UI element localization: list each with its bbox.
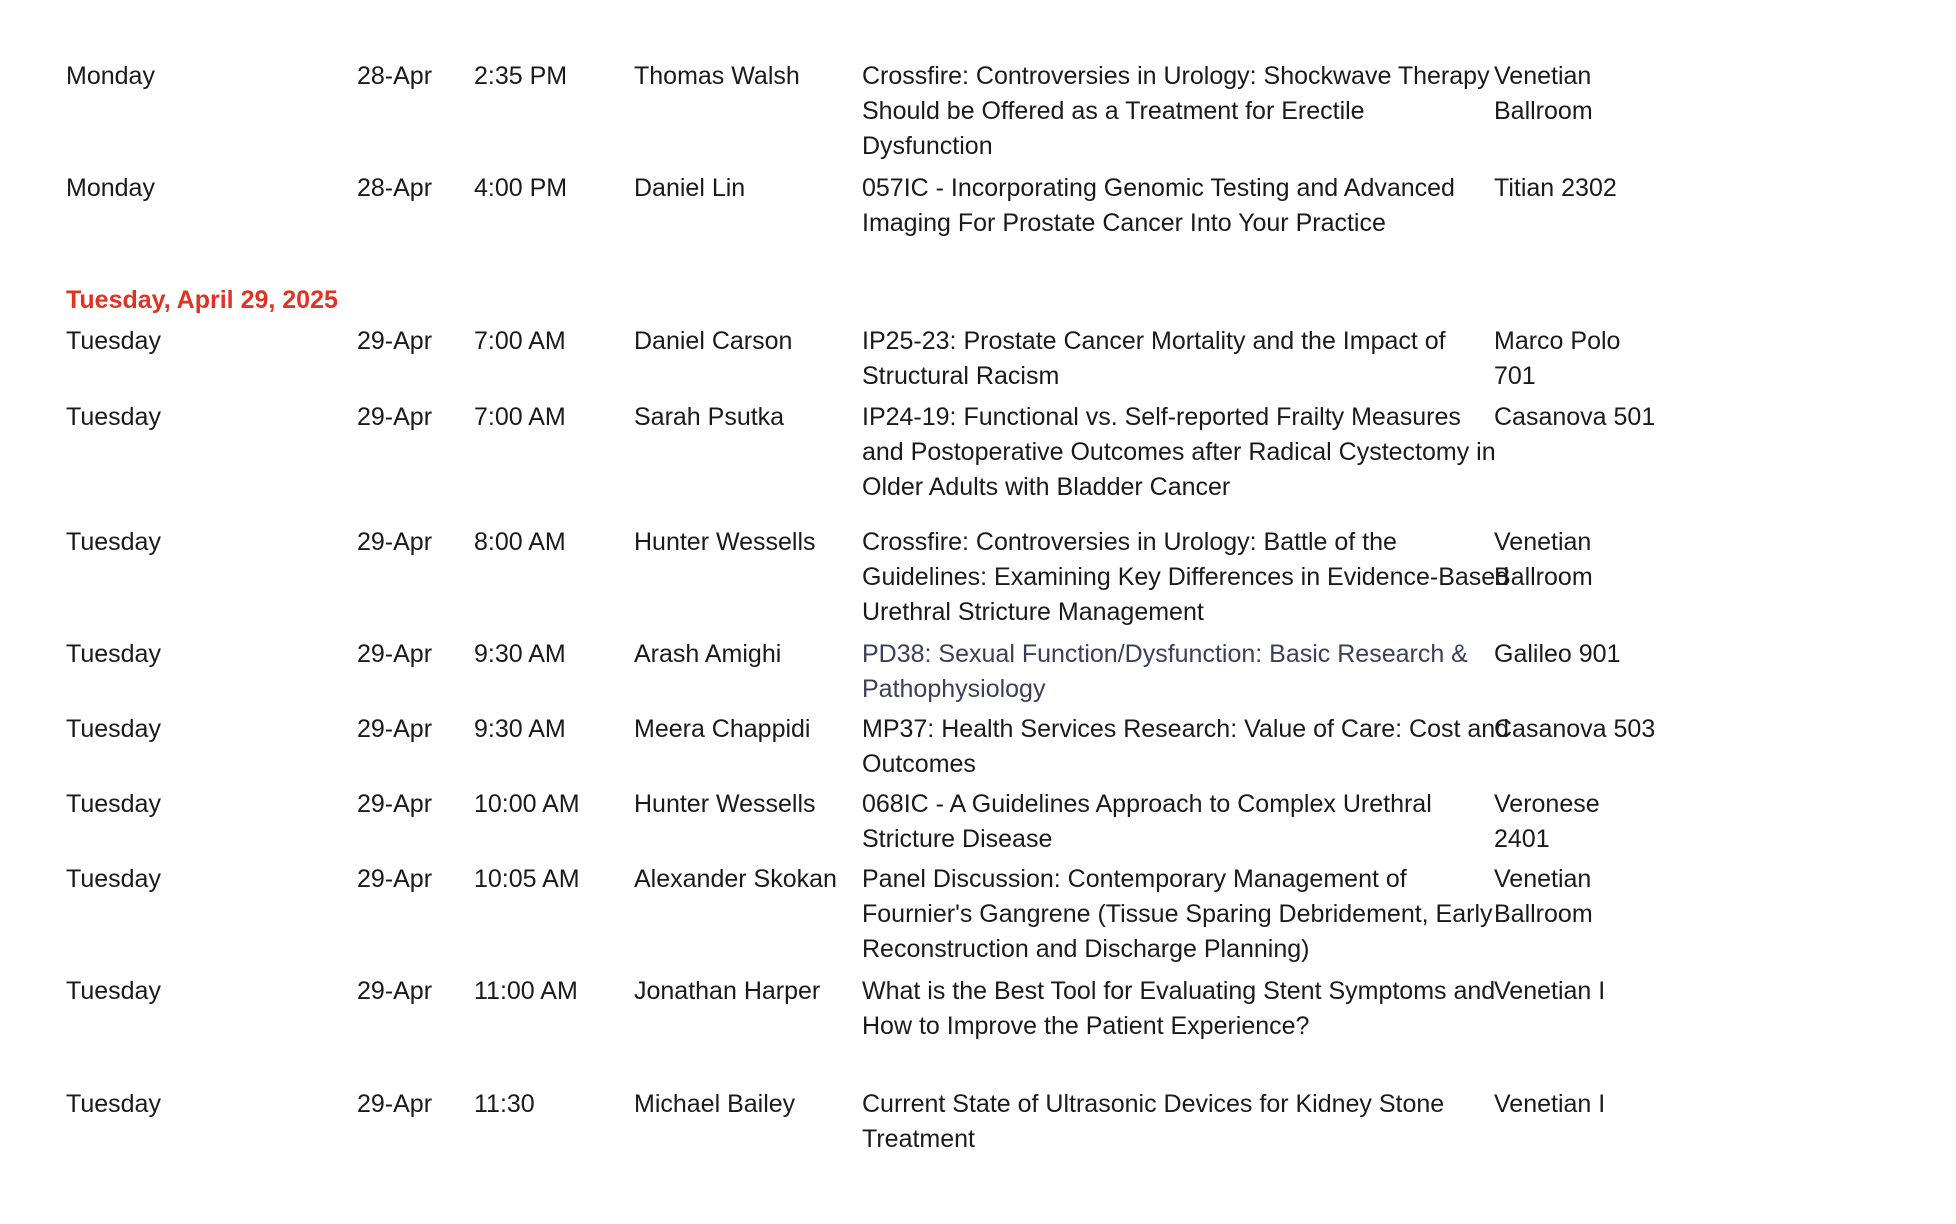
session-title-cell [862,712,1510,782]
time-cell: 9:30 AM [474,640,566,668]
room-line: Venetian [1494,62,1592,90]
session-title-line: 068IC - A Guidelines Approach to Complex Urethral [862,790,1432,818]
speaker-cell: Daniel Lin [634,174,746,202]
session-title-line: 057IC - Incorporating Genomic Testing and Advanced [862,174,1455,202]
session-title-line: Stricture Disease [862,825,1053,853]
room-cell [1494,525,1654,595]
room-line: Venetian [1494,865,1592,893]
session-title-cell [862,525,1510,630]
session-title-line: MP37: Health Services Research: Value of Care: Cost and [862,715,1510,743]
room-cell [1494,59,1654,129]
room-cell [1494,324,1654,394]
time-cell: 10:05 AM [474,865,580,893]
speaker-cell: Meera Chappidi [634,715,811,743]
room-line: Ballroom [1494,97,1593,125]
time-cell: 7:00 AM [474,327,566,355]
session-title-line: How to Improve the Patient Experience? [862,1012,1310,1040]
date-cell: 29-Apr [357,865,433,893]
day-cell: Tuesday [66,790,161,818]
room-line: Casanova 501 [1494,403,1656,431]
room-line: Casanova 503 [1494,715,1656,743]
speaker-cell: Sarah Psutka [634,403,785,431]
session-title-line: Pathophysiology [862,675,1046,703]
date-cell: 29-Apr [357,790,433,818]
session-title-line: Crossfire: Controversies in Urology: Battle of the [862,528,1397,556]
room-line: Venetian I [1494,977,1606,1005]
room-cell [1494,400,1654,435]
session-title-cell [862,324,1498,394]
room-cell [1494,787,1654,857]
day-cell: Monday [66,62,155,90]
session-title-line: Panel Discussion: Contemporary Management of [862,865,1407,893]
session-title-line: and Postoperative Outcomes after Radical Cystectomy in [862,438,1496,466]
session-title-line: Outcomes [862,750,976,778]
date-cell: 29-Apr [357,640,433,668]
room-cell [1494,862,1654,932]
room-cell [1494,974,1654,1009]
session-title-cell [862,171,1498,241]
day-cell: Tuesday [66,327,161,355]
time-cell: 11:30 [474,1090,535,1118]
date-cell: 29-Apr [357,1090,433,1118]
session-title-link[interactable] [862,637,1498,707]
speaker-cell: Daniel Carson [634,327,793,355]
date-cell: 29-Apr [357,403,433,431]
time-cell: 7:00 AM [474,403,566,431]
day-cell: Tuesday [66,977,161,1005]
speaker-cell: Michael Bailey [634,1090,796,1118]
session-title-line: Treatment [862,1125,976,1153]
speaker-cell: Jonathan Harper [634,977,821,1005]
session-title-cell [862,400,1498,505]
room-line: Veronese [1494,790,1600,818]
session-title-line: Should be Offered as a Treatment for Erectile [862,97,1365,125]
time-cell: 8:00 AM [474,528,566,556]
speaker-cell: Hunter Wessells [634,528,816,556]
session-title-line: Older Adults with Bladder Cancer [862,473,1231,501]
room-line: Venetian [1494,528,1592,556]
date-cell: 29-Apr [357,977,433,1005]
session-title-line: Imaging For Prostate Cancer Into Your Practice [862,209,1386,237]
date-cell: 29-Apr [357,327,433,355]
session-title-cell [862,1087,1498,1157]
session-title-line: What is the Best Tool for Evaluating Stent Symptoms and [862,977,1496,1005]
time-cell: 11:00 AM [474,977,578,1005]
speaker-cell: Arash Amighi [634,640,782,668]
session-title-cell [862,862,1498,967]
room-line: 2401 [1494,825,1550,853]
day-cell: Tuesday [66,865,161,893]
day-cell: Tuesday [66,640,161,668]
time-cell: 9:30 AM [474,715,566,743]
room-line: Venetian I [1494,1090,1606,1118]
room-line: Ballroom [1494,900,1593,928]
session-title-cell [862,787,1498,857]
date-cell: 28-Apr [357,62,433,90]
room-cell [1494,712,1654,747]
time-cell: 4:00 PM [474,174,568,202]
day-cell: Tuesday [66,1090,161,1118]
date-cell: 29-Apr [357,528,433,556]
date-cell: 29-Apr [357,715,433,743]
session-title-line: Dysfunction [862,132,993,160]
session-title-line: Guidelines: Examining Key Differences in Evidence-Based [862,563,1510,591]
day-cell: Tuesday [66,403,161,431]
session-title-line: IP25-23: Prostate Cancer Mortality and the Impact of [862,327,1446,355]
section-heading-tuesday: Tuesday, April 29, 2025 [66,286,338,314]
session-title-line: PD38: Sexual Function/Dysfunction: Basic Research & [862,640,1468,668]
session-title-line: IP24-19: Functional vs. Self-reported Frailty Measures [862,403,1461,431]
room-line: Titian 2302 [1494,174,1617,202]
session-title-line: Fournier's Gangrene (Tissue Sparing Debridement, Early [862,900,1493,928]
time-cell: 2:35 PM [474,62,568,90]
room-line: Ballroom [1494,563,1593,591]
room-cell [1494,1087,1654,1122]
day-cell: Tuesday [66,528,161,556]
session-title-line: Urethral Stricture Management [862,598,1204,626]
session-title-cell [862,59,1498,164]
room-line: Marco Polo [1494,327,1621,355]
session-title-line: Reconstruction and Discharge Planning) [862,935,1310,963]
room-line: Galileo 901 [1494,640,1621,668]
room-cell [1494,637,1654,672]
session-title-cell [862,974,1498,1044]
day-cell: Monday [66,174,155,202]
session-title-line: Crossfire: Controversies in Urology: Shockwave Therapy [862,62,1490,90]
room-cell [1494,171,1654,206]
time-cell: 10:00 AM [474,790,580,818]
session-title-line: Structural Racism [862,362,1060,390]
speaker-cell: Alexander Skokan [634,865,837,893]
room-line: 701 [1494,362,1536,390]
speaker-cell: Hunter Wessells [634,790,816,818]
session-title-line: Current State of Ultrasonic Devices for Kidney Stone [862,1090,1445,1118]
speaker-cell: Thomas Walsh [634,62,800,90]
day-cell: Tuesday [66,715,161,743]
date-cell: 28-Apr [357,174,433,202]
